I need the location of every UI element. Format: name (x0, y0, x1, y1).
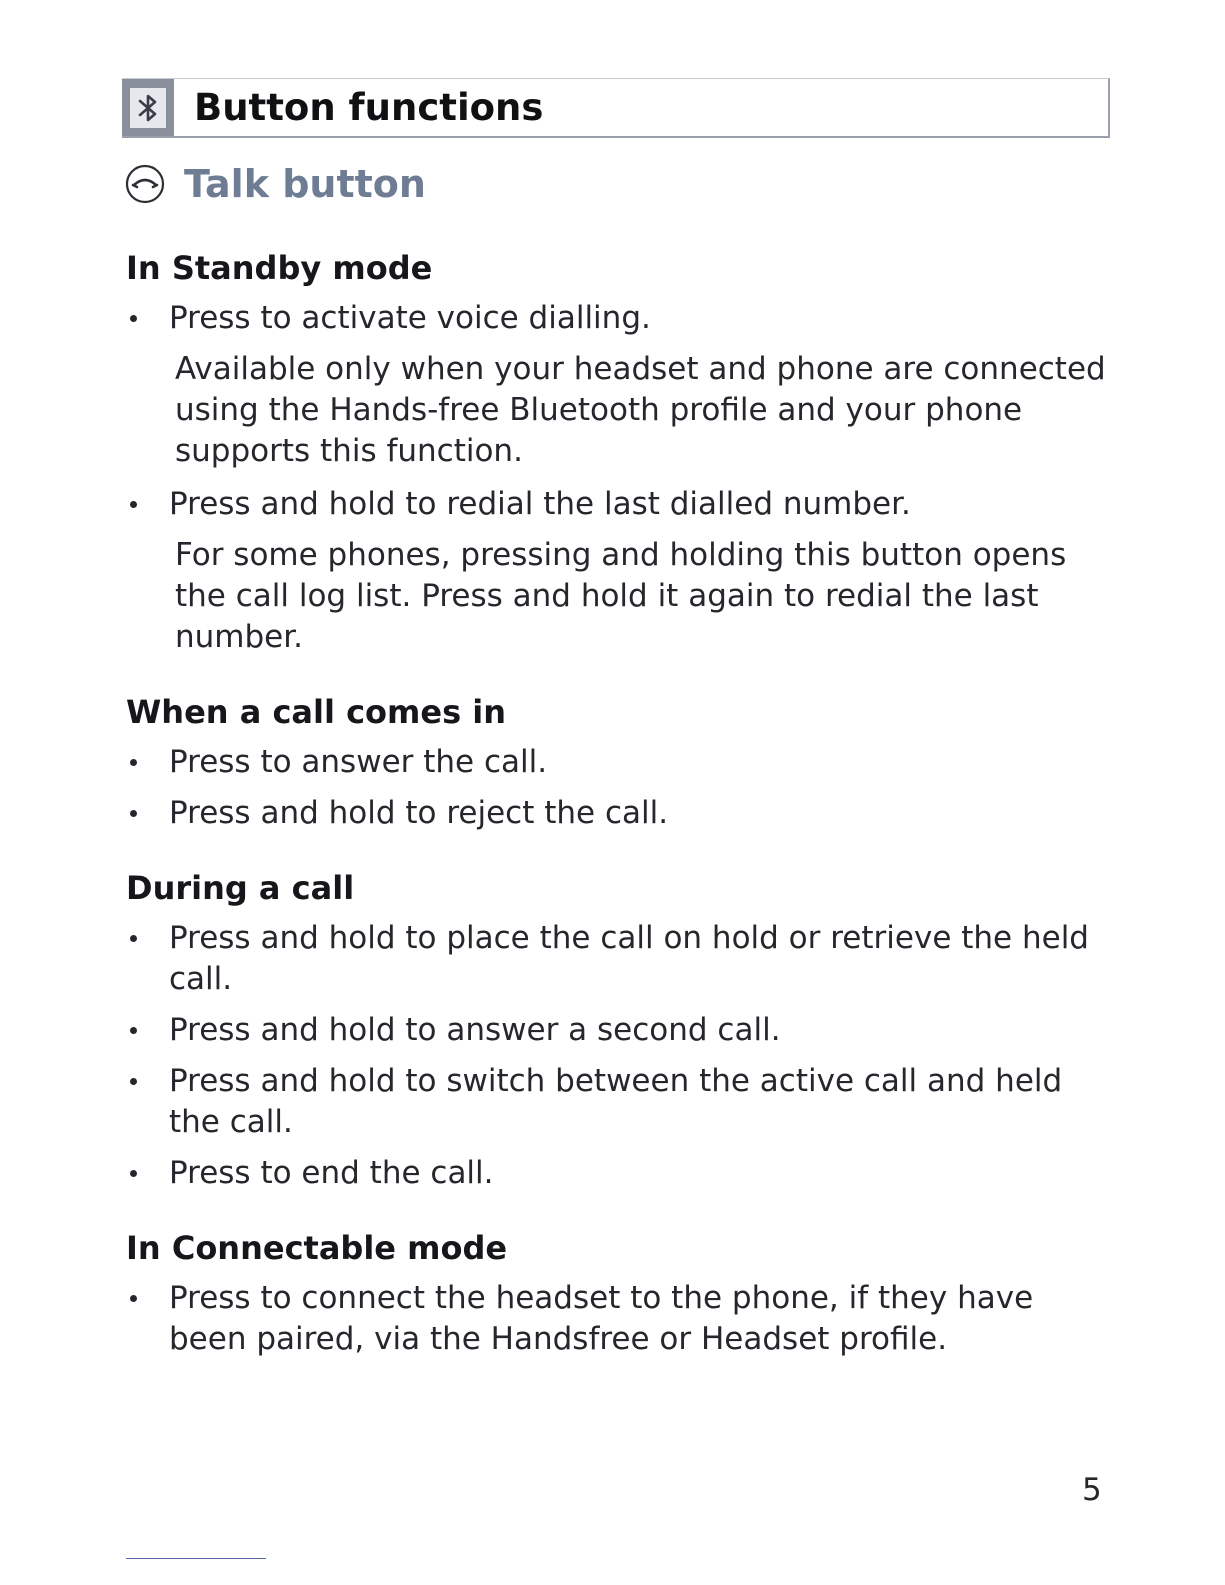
list-item: Press to answer the call. (126, 742, 1116, 783)
page-number: 5 (1082, 1472, 1102, 1508)
list-item: Press to end the call. (126, 1153, 1116, 1194)
bullet-icon (130, 759, 137, 766)
list-item: Press and hold to answer a second call. (126, 1010, 1116, 1051)
list-item: Press and hold to place the call on hold or retrieve the held call. (126, 918, 1116, 1000)
section-header (122, 78, 1110, 138)
during-section (126, 868, 1116, 1194)
bullet-icon (130, 935, 137, 942)
connectable-heading: In Connectable mode (126, 1229, 508, 1267)
main-content (126, 248, 1116, 1394)
standby-list-2 (126, 484, 1116, 525)
standby-note: Available only when your headset and phone are connected using the Hands-free Bluetooth profile and your phone supports this function. (175, 351, 1106, 469)
bullet-icon (130, 1078, 137, 1085)
bluetooth-icon (122, 79, 174, 136)
list-item: Press to activate voice dialling. (126, 298, 1116, 339)
list-item: Press and hold to switch between the active call and held the call. (126, 1061, 1116, 1143)
list-item: Press and hold to redial the last dialled number. (126, 484, 1116, 525)
bullet-icon (130, 1027, 137, 1034)
during-list (126, 918, 1116, 1194)
connectable-section (126, 1228, 1116, 1360)
standby-section (126, 248, 1116, 658)
incoming-heading: When a call comes in (126, 693, 507, 731)
standby-heading: In Standby mode (126, 249, 433, 287)
bullet-icon (130, 1295, 137, 1302)
list-item: Press to connect the headset to the phone, if they have been paired, via the Handsfree or Headset profile. (126, 1278, 1116, 1360)
footer-rule (126, 1558, 266, 1559)
bullet-icon (130, 1170, 137, 1177)
section-title (124, 160, 426, 208)
section-title-text: Talk button (184, 162, 426, 206)
list-item: Press and hold to reject the call. (126, 793, 1116, 834)
talk-button-icon (124, 163, 166, 205)
bullet-icon (130, 501, 137, 508)
standby-list (126, 298, 1116, 339)
connectable-list (126, 1278, 1116, 1360)
bullet-icon (130, 810, 137, 817)
bullet-icon (130, 315, 137, 322)
incoming-list (126, 742, 1116, 834)
standby-note-2: For some phones, pressing and holding this button opens the call log list. Press and hold it again to redial the last number. (175, 537, 1067, 655)
incoming-section (126, 692, 1116, 834)
during-heading: During a call (126, 869, 355, 907)
page-title: Button functions (194, 86, 544, 129)
